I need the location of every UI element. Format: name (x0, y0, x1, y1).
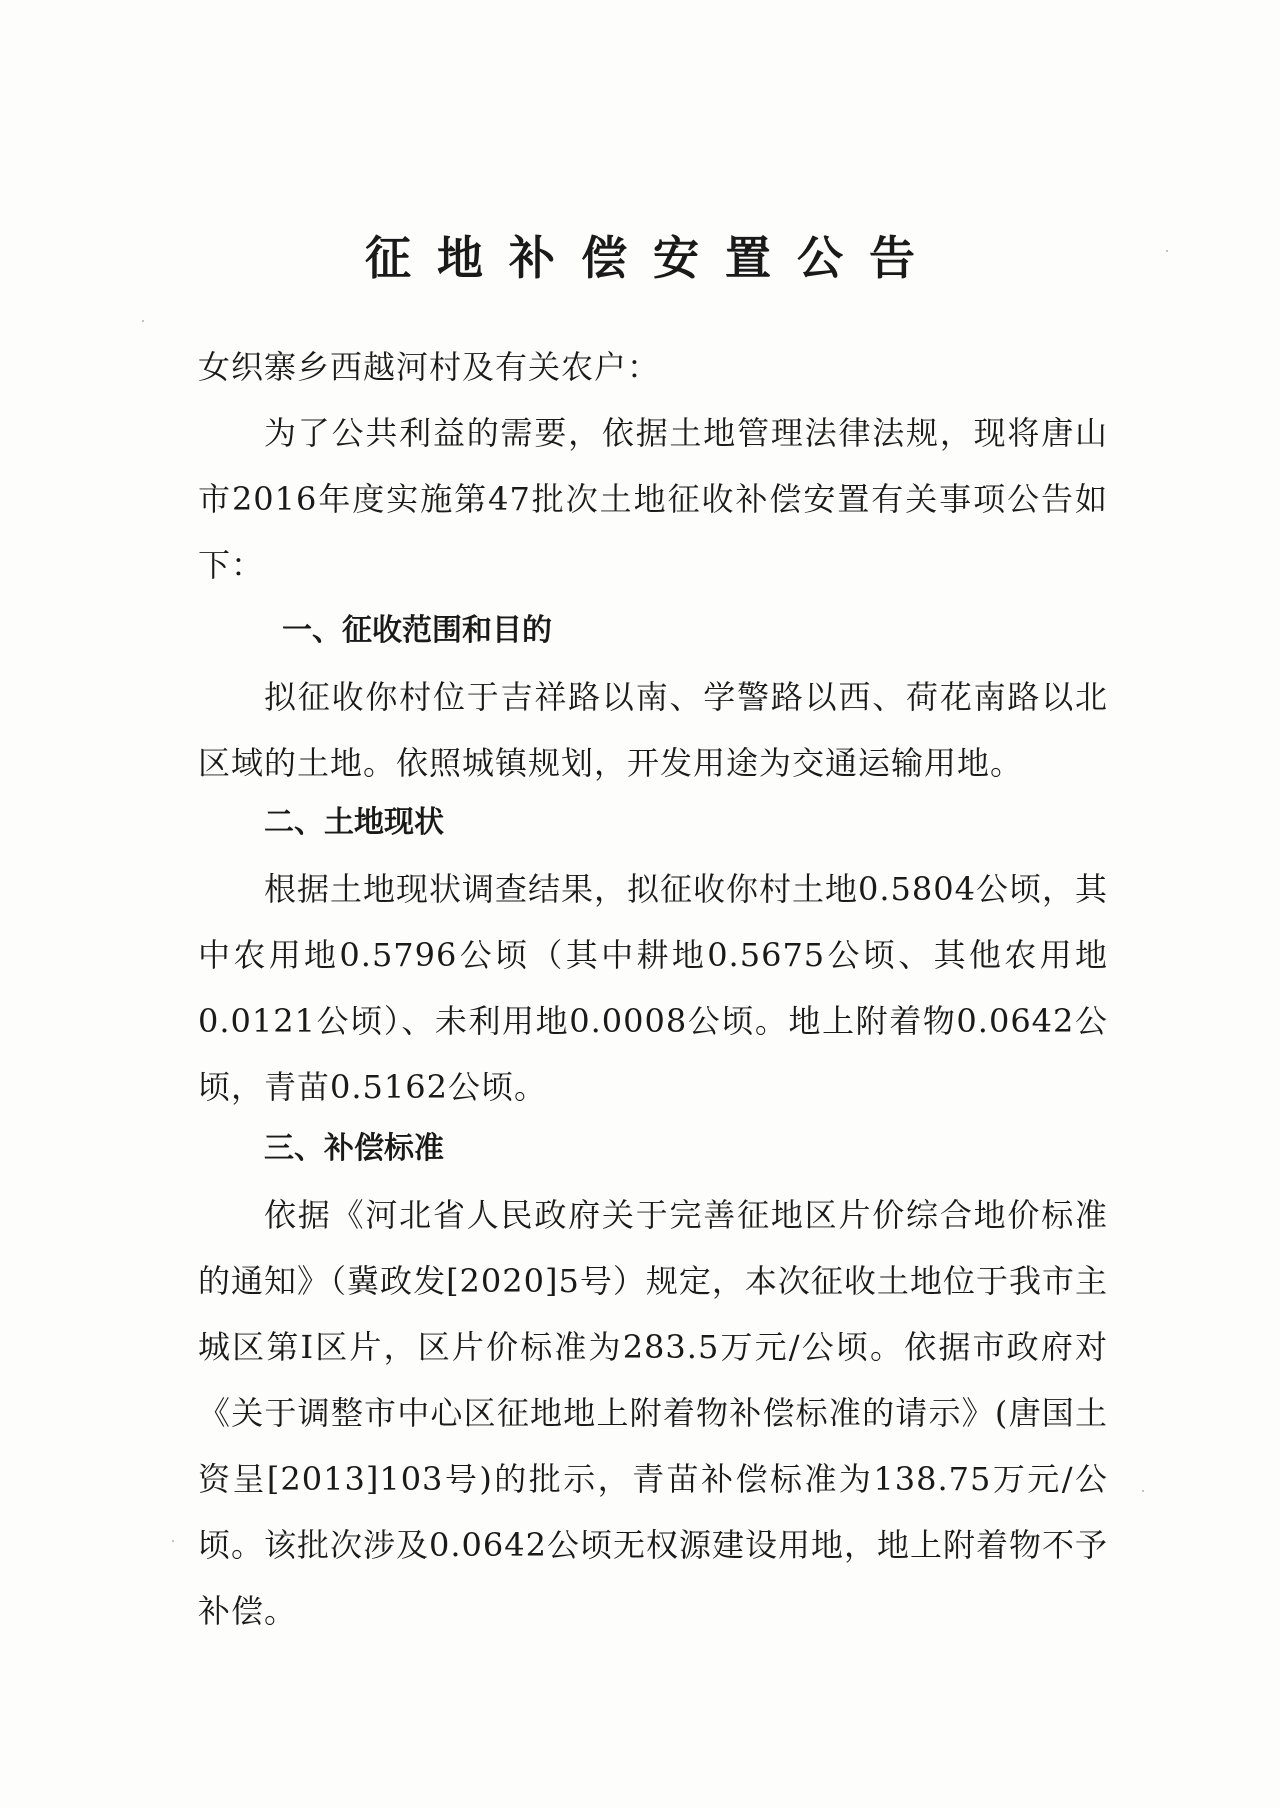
scan-speck (142, 320, 144, 322)
scan-speck (172, 1540, 174, 1542)
scan-speck (1142, 1490, 1144, 1492)
document-title: 征地补偿安置公告 (365, 231, 941, 285)
intro-paragraph: 为了公共利益的需要，依据土地管理法律法规，现将唐山市2016年度实施第47批次土地征收补偿安置有关事项公告如下： (198, 414, 1108, 584)
section-heading-2: 二、土地现状 (264, 805, 444, 840)
section-text-2: 根据土地现状调查结果，拟征收你村土地0.5804公顷，其中农用地0.5796公顷（其中耕地0.5675公顷、其他农用地0.0121公顷）、未利用地0.0008公顷。地上附着物0.0642公顷，青苗0.5162公顷。 (198, 870, 1108, 1106)
addressee: 女织寨乡西越河村及有关农户： (198, 348, 661, 386)
section-text-1: 拟征收你村位于吉祥路以南、学警路以西、荷花南路以北区域的土地。依照城镇规划，开发用途为交通运输用地。 (198, 678, 1108, 782)
section-text-3: 依据《河北省人民政府关于完善征地区片价综合地价标准的通知》（冀政发[2020]5号）规定，本次征收土地位于我市主城区第I区片，区片价标准为283.5万元/公顷。依据市政府对《关于调整市中心区征地地上附着物补偿标准的请示》(唐国土资呈[2013]103号)的批示，青苗补偿标准为138.75万元/公顷。该批次涉及0.0642公顷无权源建设用地，地上附着物不予补偿。 (198, 1196, 1108, 1630)
section-heading-1: 一、征收范围和目的 (282, 613, 552, 648)
scan-speck (1166, 250, 1168, 252)
section-heading-3: 三、补偿标准 (264, 1131, 444, 1166)
